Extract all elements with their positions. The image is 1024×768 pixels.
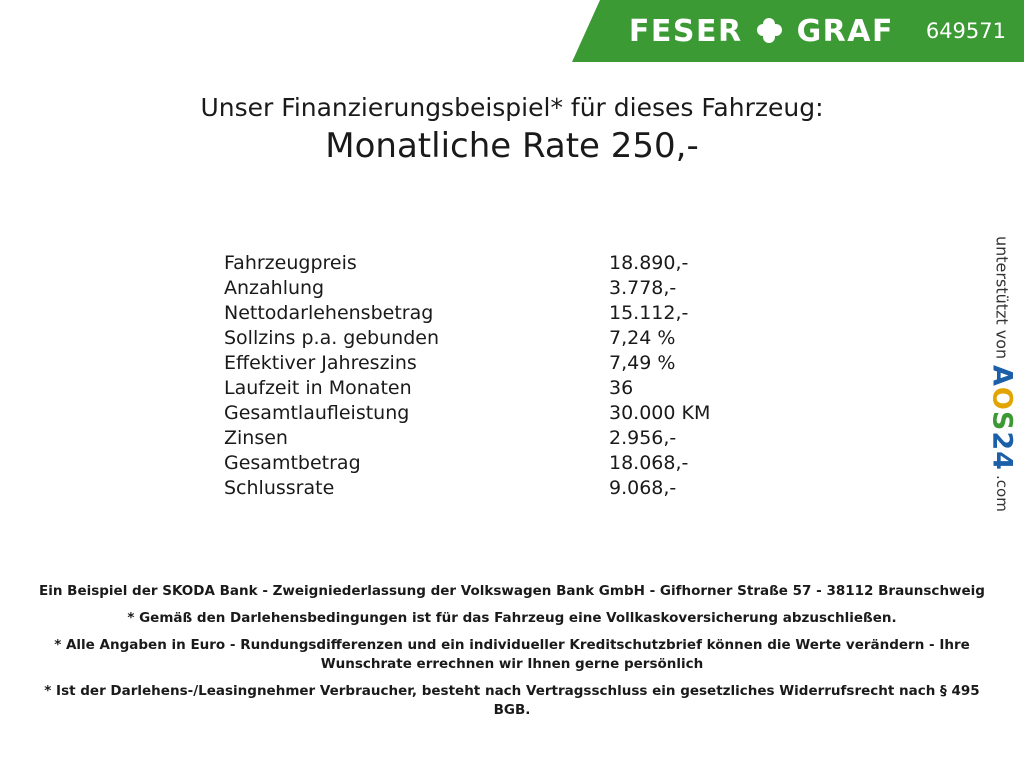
table-row [224, 277, 784, 302]
row-value: 36 [609, 377, 634, 399]
header-slant-decoration [572, 0, 600, 62]
aos24-logo-part-24: 24 [986, 431, 1018, 472]
row-label: Fahrzeugpreis [224, 252, 357, 274]
table-row [224, 352, 784, 377]
footer-line: * Gemäß den Darlehensbedingungen ist für das Fahrzeug eine Vollkaskoversicherung abzuschließen. [127, 610, 897, 626]
row-value: 2.956,- [609, 427, 677, 449]
row-value: 3.778,- [609, 277, 677, 299]
table-row [224, 377, 784, 402]
row-label: Gesamtlaufleistung [224, 402, 410, 424]
brand-name-second: GRAF [796, 13, 894, 49]
title-block [0, 92, 1024, 168]
finance-details-table [224, 252, 784, 502]
clover-icon [757, 18, 783, 44]
row-value: 18.890,- [609, 252, 689, 274]
row-value: 7,49 % [609, 352, 676, 374]
row-label: Anzahlung [224, 277, 325, 299]
aos24-domain-suffix: .com [993, 475, 1011, 512]
row-label: Gesamtbetrag [224, 452, 361, 474]
aos24-logo-part-s: S [986, 411, 1018, 432]
aos24-logo-part-a: A [986, 365, 1018, 388]
table-row [224, 427, 784, 452]
row-label: Sollzins p.a. gebunden [224, 327, 439, 349]
row-label: Nettodarlehensbetrag [224, 302, 434, 324]
row-label: Schlussrate [224, 477, 335, 499]
supported-by-block [984, 236, 1020, 536]
table-row [224, 477, 784, 502]
legal-footer [0, 582, 1024, 720]
aos24-logo [987, 365, 1018, 471]
table-row [224, 452, 784, 477]
row-value: 30.000 KM [609, 402, 711, 424]
row-label: Laufzeit in Monaten [224, 377, 412, 399]
page-subtitle: Unser Finanzierungsbeispiel* für dieses Fahrzeug: [200, 93, 824, 122]
row-value: 15.112,- [609, 302, 689, 324]
aos24-logo-part-o: O [986, 387, 1018, 412]
row-value: 18.068,- [609, 452, 689, 474]
table-row [224, 327, 784, 352]
footer-line: * Alle Angaben in Euro - Rundungsdifferenzen und ein individueller Kreditschutzbrief können die Werte verändern - Ihre Wunschrate errechnen wir Ihnen gerne persönlich [54, 637, 970, 672]
brand-logo [629, 0, 894, 62]
table-row [224, 402, 784, 427]
stock-number: 649571 [925, 19, 1006, 43]
page-header [0, 0, 1024, 62]
footer-line: * Ist der Darlehens-/Leasingnehmer Verbraucher, besteht nach Vertragsschluss ein gesetzliches Widerrufsrecht nach § 495 BGB. [44, 683, 980, 718]
brand-name-first: FESER [628, 13, 743, 49]
footer-line: Ein Beispiel der SKODA Bank - Zweigniederlassung der Volkswagen Bank GmbH - Gifhorner Straße 57 - 38112 Braunschweig [39, 583, 985, 599]
table-row [224, 302, 784, 327]
supported-by-label: unterstützt von [992, 236, 1012, 360]
row-label: Effektiver Jahreszins [224, 352, 417, 374]
row-label: Zinsen [224, 427, 288, 449]
page-title: Monatliche Rate 250,- [325, 126, 699, 166]
row-value: 7,24 % [609, 327, 676, 349]
row-value: 9.068,- [609, 477, 677, 499]
table-row [224, 252, 784, 277]
